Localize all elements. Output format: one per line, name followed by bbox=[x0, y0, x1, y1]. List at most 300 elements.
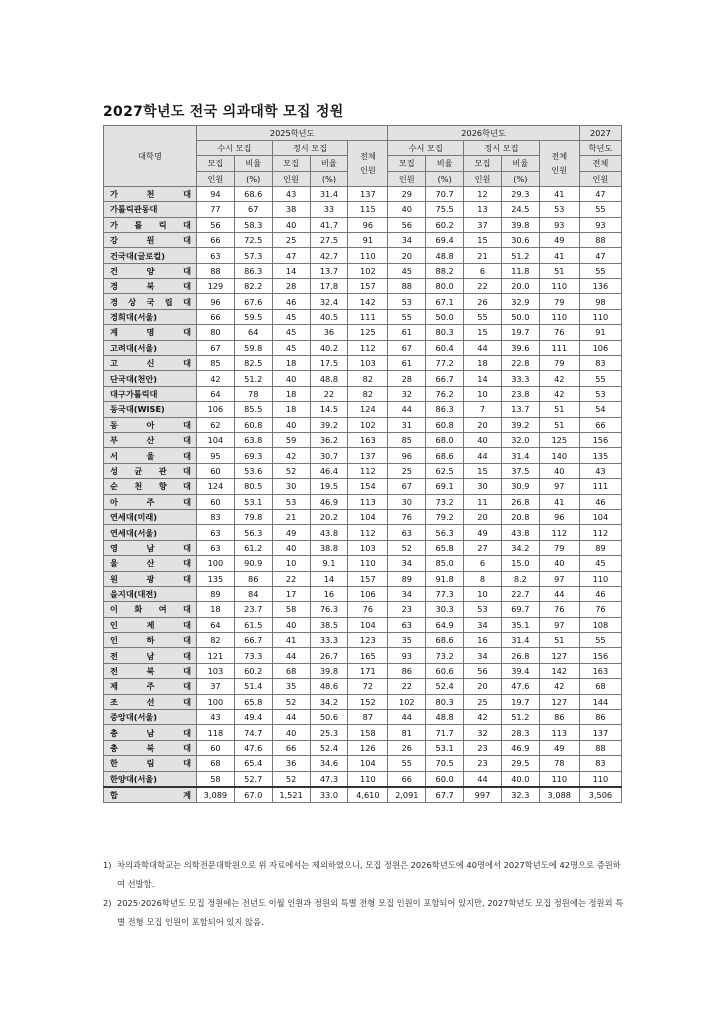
value-cell: 76.3 bbox=[310, 602, 348, 617]
value-cell: 3,506 bbox=[579, 787, 621, 803]
value-cell: 39.8 bbox=[501, 217, 539, 232]
value-cell: 110 bbox=[348, 771, 388, 787]
value-cell: 102 bbox=[348, 417, 388, 432]
value-cell: 106 bbox=[196, 402, 234, 417]
value-cell: 88 bbox=[196, 263, 234, 278]
value-cell: 60 bbox=[196, 740, 234, 755]
value-cell: 45 bbox=[388, 263, 426, 278]
value-cell: 55 bbox=[579, 202, 621, 217]
value-cell: 104 bbox=[579, 509, 621, 524]
value-cell: 34.2 bbox=[501, 540, 539, 555]
value-cell: 32.9 bbox=[501, 294, 539, 309]
value-cell: 118 bbox=[196, 725, 234, 740]
value-cell: 80.3 bbox=[426, 694, 464, 709]
value-cell: 36.2 bbox=[310, 433, 348, 448]
univ-name-cell: 건국대(글로컬) bbox=[104, 248, 197, 263]
header-univ: 대학명 bbox=[104, 126, 197, 187]
value-cell: 45 bbox=[272, 325, 310, 340]
table-row bbox=[104, 694, 622, 709]
value-cell: 39.8 bbox=[310, 663, 348, 678]
value-cell: 137 bbox=[579, 725, 621, 740]
value-cell: 67.0 bbox=[234, 787, 272, 803]
value-cell: 55 bbox=[579, 633, 621, 648]
value-cell: 67 bbox=[234, 202, 272, 217]
header-mojip: 모집 bbox=[388, 156, 426, 171]
value-cell: 89 bbox=[196, 586, 234, 601]
value-cell: 34 bbox=[464, 617, 502, 632]
table-row bbox=[104, 232, 622, 247]
value-cell: 127 bbox=[539, 694, 579, 709]
table-row bbox=[104, 617, 622, 632]
value-cell: 31.4 bbox=[310, 186, 348, 201]
value-cell: 57.3 bbox=[234, 248, 272, 263]
value-cell: 83 bbox=[579, 356, 621, 371]
value-cell: 67.7 bbox=[426, 787, 464, 803]
header-2025-jeongsi: 정시 모집 bbox=[272, 141, 348, 156]
value-cell: 31 bbox=[388, 417, 426, 432]
value-cell: 124 bbox=[348, 402, 388, 417]
value-cell: 47 bbox=[272, 248, 310, 263]
value-cell: 70.7 bbox=[426, 186, 464, 201]
value-cell: 68 bbox=[579, 679, 621, 694]
value-cell: 64 bbox=[196, 386, 234, 401]
value-cell: 69.7 bbox=[501, 602, 539, 617]
value-cell: 21 bbox=[464, 248, 502, 263]
value-cell: 49 bbox=[272, 525, 310, 540]
value-cell: 17.5 bbox=[310, 356, 348, 371]
table-row bbox=[104, 433, 622, 448]
table-row bbox=[104, 202, 622, 217]
value-cell: 76 bbox=[539, 325, 579, 340]
value-cell: 79 bbox=[539, 356, 579, 371]
value-cell: 33 bbox=[310, 202, 348, 217]
value-cell: 152 bbox=[348, 694, 388, 709]
table-row bbox=[104, 402, 622, 417]
value-cell: 53.1 bbox=[426, 740, 464, 755]
table-row bbox=[104, 771, 622, 787]
value-cell: 106 bbox=[579, 340, 621, 355]
value-cell: 112 bbox=[348, 525, 388, 540]
value-cell: 51.2 bbox=[501, 710, 539, 725]
value-cell: 123 bbox=[348, 633, 388, 648]
value-cell: 65.8 bbox=[234, 694, 272, 709]
value-cell: 47 bbox=[579, 186, 621, 201]
value-cell: 42 bbox=[464, 710, 502, 725]
value-cell: 15 bbox=[464, 325, 502, 340]
value-cell: 36 bbox=[310, 325, 348, 340]
value-cell: 72 bbox=[348, 679, 388, 694]
value-cell: 44 bbox=[388, 402, 426, 417]
value-cell: 144 bbox=[579, 694, 621, 709]
value-cell: 11.8 bbox=[501, 263, 539, 278]
table-row bbox=[104, 494, 622, 509]
value-cell: 40.5 bbox=[310, 309, 348, 324]
value-cell: 126 bbox=[348, 740, 388, 755]
value-cell: 17 bbox=[272, 586, 310, 601]
value-cell: 49 bbox=[464, 525, 502, 540]
value-cell: 38.8 bbox=[310, 540, 348, 555]
value-cell: 125 bbox=[539, 433, 579, 448]
value-cell: 82.5 bbox=[234, 356, 272, 371]
value-cell: 42 bbox=[196, 371, 234, 386]
value-cell: 82 bbox=[348, 386, 388, 401]
table-row bbox=[104, 186, 622, 201]
univ-name-cell: 인 하 대 bbox=[104, 633, 197, 648]
value-cell: 73.2 bbox=[426, 494, 464, 509]
value-cell: 52 bbox=[272, 771, 310, 787]
univ-name-cell: 전 남 대 bbox=[104, 648, 197, 663]
value-cell: 40 bbox=[539, 556, 579, 571]
value-cell: 97 bbox=[539, 617, 579, 632]
value-cell: 111 bbox=[348, 309, 388, 324]
value-cell: 68.6 bbox=[234, 186, 272, 201]
value-cell: 60.2 bbox=[234, 663, 272, 678]
value-cell: 44 bbox=[464, 340, 502, 355]
value-cell: 34.2 bbox=[310, 694, 348, 709]
value-cell: 165 bbox=[348, 648, 388, 663]
value-cell: 3,089 bbox=[196, 787, 234, 803]
value-cell: 21 bbox=[272, 509, 310, 524]
table-row bbox=[104, 340, 622, 355]
table-row bbox=[104, 710, 622, 725]
value-cell: 53 bbox=[388, 294, 426, 309]
header-2026-total: 전체 인원 bbox=[539, 141, 579, 187]
table-row bbox=[104, 248, 622, 263]
value-cell: 104 bbox=[348, 509, 388, 524]
value-cell: 34 bbox=[464, 648, 502, 663]
value-cell: 25 bbox=[388, 463, 426, 478]
value-cell: 60.6 bbox=[426, 663, 464, 678]
value-cell: 47.6 bbox=[501, 679, 539, 694]
value-cell: 44 bbox=[388, 710, 426, 725]
table-row bbox=[104, 756, 622, 771]
value-cell: 51.2 bbox=[234, 371, 272, 386]
value-cell: 46.9 bbox=[310, 494, 348, 509]
value-cell: 23.7 bbox=[234, 602, 272, 617]
value-cell: 85.0 bbox=[426, 556, 464, 571]
value-cell: 52 bbox=[272, 694, 310, 709]
value-cell: 51 bbox=[539, 263, 579, 278]
value-cell: 18 bbox=[272, 402, 310, 417]
value-cell: 53.1 bbox=[234, 494, 272, 509]
value-cell: 89 bbox=[579, 540, 621, 555]
table-row bbox=[104, 263, 622, 278]
value-cell: 42.7 bbox=[310, 248, 348, 263]
value-cell: 79 bbox=[539, 294, 579, 309]
value-cell: 2,091 bbox=[388, 787, 426, 803]
table-row bbox=[104, 725, 622, 740]
value-cell: 111 bbox=[579, 479, 621, 494]
value-cell: 140 bbox=[539, 448, 579, 463]
value-cell: 127 bbox=[539, 648, 579, 663]
value-cell: 69.1 bbox=[426, 479, 464, 494]
value-cell: 53 bbox=[579, 386, 621, 401]
value-cell: 53 bbox=[272, 494, 310, 509]
value-cell: 66 bbox=[579, 417, 621, 432]
value-cell: 48.8 bbox=[426, 710, 464, 725]
value-cell: 67.6 bbox=[234, 294, 272, 309]
value-cell: 40 bbox=[272, 217, 310, 232]
value-cell: 30 bbox=[388, 494, 426, 509]
header-inwon: 인원 bbox=[388, 171, 426, 186]
value-cell: 8 bbox=[464, 571, 502, 586]
value-cell: 29.3 bbox=[501, 186, 539, 201]
value-cell: 55 bbox=[579, 263, 621, 278]
value-cell: 33.3 bbox=[501, 371, 539, 386]
value-cell: 67.1 bbox=[426, 294, 464, 309]
univ-name-cell: 부 산 대 bbox=[104, 433, 197, 448]
univ-name-cell: 가 천 대 bbox=[104, 186, 197, 201]
value-cell: 86 bbox=[388, 663, 426, 678]
value-cell: 18 bbox=[196, 602, 234, 617]
univ-name-cell: 서 울 대 bbox=[104, 448, 197, 463]
value-cell: 22 bbox=[464, 279, 502, 294]
table-row bbox=[104, 663, 622, 678]
value-cell: 18 bbox=[272, 386, 310, 401]
value-cell: 157 bbox=[348, 279, 388, 294]
value-cell: 45 bbox=[272, 340, 310, 355]
value-cell: 93 bbox=[579, 217, 621, 232]
table-row bbox=[104, 479, 622, 494]
value-cell: 113 bbox=[539, 725, 579, 740]
value-cell: 69.4 bbox=[426, 232, 464, 247]
univ-name-cell: 동국대(WISE) bbox=[104, 402, 197, 417]
value-cell: 76.2 bbox=[426, 386, 464, 401]
footnote-number: 2) bbox=[103, 898, 112, 908]
value-cell: 124 bbox=[196, 479, 234, 494]
value-cell: 71.7 bbox=[426, 725, 464, 740]
univ-name-cell: 조 선 대 bbox=[104, 694, 197, 709]
value-cell: 91.8 bbox=[426, 571, 464, 586]
univ-name-cell: 고 신 대 bbox=[104, 356, 197, 371]
value-cell: 52.4 bbox=[426, 679, 464, 694]
value-cell: 22 bbox=[388, 679, 426, 694]
page-title: 2027학년도 전국 의과대학 모집 정원 bbox=[103, 104, 344, 120]
value-cell: 60.4 bbox=[426, 340, 464, 355]
value-cell: 4,610 bbox=[348, 787, 388, 803]
value-cell: 12 bbox=[464, 186, 502, 201]
header-pct: (%) bbox=[501, 171, 539, 186]
value-cell: 40 bbox=[539, 463, 579, 478]
value-cell: 40 bbox=[464, 433, 502, 448]
value-cell: 135 bbox=[196, 571, 234, 586]
value-cell: 42 bbox=[539, 386, 579, 401]
value-cell: 66.7 bbox=[234, 633, 272, 648]
value-cell: 44 bbox=[464, 771, 502, 787]
value-cell: 97 bbox=[539, 479, 579, 494]
univ-name-cell: 동 아 대 bbox=[104, 417, 197, 432]
value-cell: 14 bbox=[272, 263, 310, 278]
value-cell: 68.6 bbox=[426, 633, 464, 648]
value-cell: 10 bbox=[464, 586, 502, 601]
value-cell: 13.7 bbox=[310, 263, 348, 278]
value-cell: 37 bbox=[196, 679, 234, 694]
value-cell: 59 bbox=[272, 433, 310, 448]
value-cell: 80.0 bbox=[426, 279, 464, 294]
univ-name-cell: 단국대(천안) bbox=[104, 371, 197, 386]
header-mojip: 모집 bbox=[272, 156, 310, 171]
value-cell: 115 bbox=[348, 202, 388, 217]
value-cell: 50.0 bbox=[426, 309, 464, 324]
value-cell: 51 bbox=[539, 417, 579, 432]
value-cell: 46 bbox=[272, 294, 310, 309]
table-row bbox=[104, 417, 622, 432]
value-cell: 36 bbox=[272, 756, 310, 771]
value-cell: 47.6 bbox=[234, 740, 272, 755]
value-cell: 66 bbox=[196, 309, 234, 324]
value-cell: 3,088 bbox=[539, 787, 579, 803]
value-cell: 26.8 bbox=[501, 648, 539, 663]
value-cell: 77.3 bbox=[426, 586, 464, 601]
value-cell: 108 bbox=[579, 617, 621, 632]
value-cell: 22 bbox=[272, 571, 310, 586]
value-cell: 96 bbox=[196, 294, 234, 309]
value-cell: 137 bbox=[348, 448, 388, 463]
value-cell: 6 bbox=[464, 263, 502, 278]
value-cell: 76 bbox=[579, 602, 621, 617]
value-cell: 86 bbox=[579, 710, 621, 725]
value-cell: 68.0 bbox=[426, 433, 464, 448]
value-cell: 54 bbox=[579, 402, 621, 417]
value-cell: 30.6 bbox=[501, 232, 539, 247]
table-row bbox=[104, 309, 622, 324]
value-cell: 20.2 bbox=[310, 509, 348, 524]
value-cell: 83 bbox=[579, 756, 621, 771]
value-cell: 142 bbox=[348, 294, 388, 309]
value-cell: 60.8 bbox=[234, 417, 272, 432]
univ-name-cell: 이 화 여 대 bbox=[104, 602, 197, 617]
value-cell: 20 bbox=[464, 509, 502, 524]
value-cell: 47 bbox=[579, 248, 621, 263]
value-cell: 39.2 bbox=[310, 417, 348, 432]
table-row bbox=[104, 648, 622, 663]
value-cell: 112 bbox=[348, 463, 388, 478]
table-row bbox=[104, 463, 622, 478]
header-2026-jeongsi: 정시 모집 bbox=[464, 141, 540, 156]
univ-name-cell: 아 주 대 bbox=[104, 494, 197, 509]
value-cell: 66.7 bbox=[426, 371, 464, 386]
value-cell: 80.5 bbox=[234, 479, 272, 494]
value-cell: 62 bbox=[196, 417, 234, 432]
univ-name-cell: 한 림 대 bbox=[104, 756, 197, 771]
value-cell: 110 bbox=[579, 309, 621, 324]
value-cell: 34 bbox=[388, 586, 426, 601]
total-row bbox=[104, 787, 622, 803]
value-cell: 58 bbox=[196, 771, 234, 787]
value-cell: 29.5 bbox=[501, 756, 539, 771]
value-cell: 26.8 bbox=[501, 494, 539, 509]
value-cell: 66 bbox=[388, 771, 426, 787]
value-cell: 7 bbox=[464, 402, 502, 417]
value-cell: 158 bbox=[348, 725, 388, 740]
univ-name-cell: 원 광 대 bbox=[104, 571, 197, 586]
univ-name-cell: 제 주 대 bbox=[104, 679, 197, 694]
value-cell: 97 bbox=[539, 571, 579, 586]
header-pct: (%) bbox=[310, 171, 348, 186]
value-cell: 55 bbox=[388, 756, 426, 771]
header-inwon: 인원 bbox=[196, 171, 234, 186]
value-cell: 63 bbox=[196, 540, 234, 555]
value-cell: 157 bbox=[348, 571, 388, 586]
value-cell: 50.0 bbox=[501, 309, 539, 324]
univ-name-cell: 한양대(서울) bbox=[104, 771, 197, 787]
value-cell: 75.5 bbox=[426, 202, 464, 217]
table-row bbox=[104, 448, 622, 463]
value-cell: 96 bbox=[388, 448, 426, 463]
value-cell: 112 bbox=[348, 340, 388, 355]
value-cell: 89 bbox=[388, 571, 426, 586]
admission-quota-table bbox=[103, 125, 622, 803]
value-cell: 38.5 bbox=[310, 617, 348, 632]
value-cell: 37.5 bbox=[501, 463, 539, 478]
univ-name-cell: 강 원 대 bbox=[104, 232, 197, 247]
value-cell: 67 bbox=[388, 340, 426, 355]
value-cell: 23 bbox=[388, 602, 426, 617]
value-cell: 997 bbox=[464, 787, 502, 803]
value-cell: 13 bbox=[464, 202, 502, 217]
value-cell: 88 bbox=[579, 232, 621, 247]
value-cell: 113 bbox=[348, 494, 388, 509]
table-row bbox=[104, 740, 622, 755]
value-cell: 64 bbox=[234, 325, 272, 340]
value-cell: 110 bbox=[539, 771, 579, 787]
value-cell: 37 bbox=[464, 217, 502, 232]
value-cell: 49.4 bbox=[234, 710, 272, 725]
value-cell: 106 bbox=[348, 586, 388, 601]
value-cell: 40 bbox=[272, 617, 310, 632]
value-cell: 16 bbox=[464, 633, 502, 648]
value-cell: 52 bbox=[388, 540, 426, 555]
value-cell: 44 bbox=[272, 648, 310, 663]
value-cell: 135 bbox=[579, 448, 621, 463]
value-cell: 96 bbox=[348, 217, 388, 232]
table-row bbox=[104, 217, 622, 232]
value-cell: 61 bbox=[388, 325, 426, 340]
value-cell: 42 bbox=[539, 371, 579, 386]
value-cell: 6 bbox=[464, 556, 502, 571]
value-cell: 91 bbox=[579, 325, 621, 340]
value-cell: 55 bbox=[388, 309, 426, 324]
value-cell: 32 bbox=[388, 386, 426, 401]
value-cell: 30.9 bbox=[501, 479, 539, 494]
value-cell: 16 bbox=[310, 586, 348, 601]
value-cell: 49 bbox=[539, 740, 579, 755]
value-cell: 112 bbox=[539, 525, 579, 540]
value-cell: 68.6 bbox=[426, 448, 464, 463]
value-cell: 88.2 bbox=[426, 263, 464, 278]
value-cell: 48.8 bbox=[426, 248, 464, 263]
univ-name-cell: 건 양 대 bbox=[104, 263, 197, 278]
header-2026: 2026학년도 bbox=[388, 126, 579, 141]
value-cell: 15.0 bbox=[501, 556, 539, 571]
value-cell: 27 bbox=[464, 540, 502, 555]
value-cell: 79.2 bbox=[426, 509, 464, 524]
value-cell: 156 bbox=[579, 648, 621, 663]
table-row bbox=[104, 294, 622, 309]
value-cell: 104 bbox=[348, 617, 388, 632]
value-cell: 63 bbox=[196, 525, 234, 540]
value-cell: 53.6 bbox=[234, 463, 272, 478]
value-cell: 40.0 bbox=[501, 771, 539, 787]
value-cell: 125 bbox=[348, 325, 388, 340]
value-cell: 14 bbox=[310, 571, 348, 586]
value-cell: 43.8 bbox=[501, 525, 539, 540]
header-biyul: 비율 bbox=[501, 156, 539, 171]
value-cell: 30 bbox=[272, 479, 310, 494]
value-cell: 11 bbox=[464, 494, 502, 509]
value-cell: 25 bbox=[464, 694, 502, 709]
value-cell: 23.8 bbox=[501, 386, 539, 401]
